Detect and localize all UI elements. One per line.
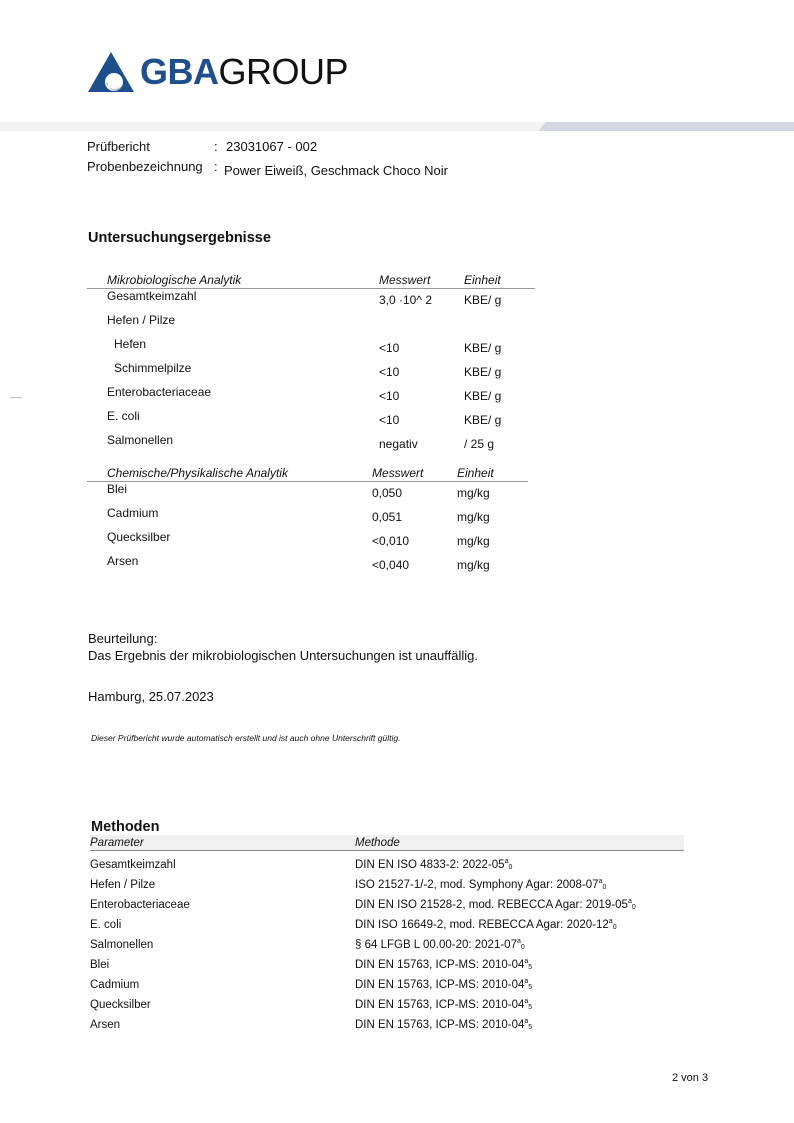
table-row (87, 482, 528, 507)
method-cell (355, 871, 684, 891)
unit-cell: mg/kg (457, 558, 490, 572)
unit-cell: KBE/ g (464, 341, 502, 355)
method-footnote-sup: a (627, 898, 632, 906)
parameter-cell: Gesamtkeimzahl (107, 289, 197, 303)
table-row (90, 951, 684, 971)
method-text: DIN EN 15763, ICP-MS: 2010-04 (355, 959, 525, 971)
value-cell: negativ (379, 437, 418, 451)
parameter-cell: Arsen (90, 1019, 121, 1031)
table-row (87, 289, 535, 314)
method-footnote-sub: 0 (631, 904, 636, 911)
unit-cell: / 25 g (464, 437, 495, 451)
micro-results-table (87, 272, 535, 457)
value-cell: 0,050 (372, 486, 403, 500)
report-number: 23031067 - 002 (226, 139, 318, 154)
assessment-label: Beurteilung: (88, 631, 158, 646)
value-cell (379, 313, 464, 337)
parameter-cell: Quecksilber (90, 999, 151, 1011)
table-row (90, 931, 684, 951)
method-cell (355, 911, 684, 931)
table-row (87, 385, 535, 409)
method-cell (355, 1011, 684, 1031)
method-footnote-sup: a (524, 958, 529, 966)
method-cell (355, 851, 684, 872)
parameter-cell: Salmonellen (90, 939, 154, 951)
method-cell (355, 991, 684, 1011)
logo-text-gba: GBA (140, 51, 219, 92)
table-row (87, 506, 528, 530)
report-separator: : (214, 139, 218, 154)
value-cell: <10 (379, 413, 400, 427)
header-band-right (538, 122, 794, 131)
parameter-cell: Quecksilber (107, 530, 171, 544)
page-number: 2 von 3 (672, 1072, 709, 1084)
method-text: DIN EN ISO 21528-2, mod. REBECCA Agar: 2019-05 (355, 899, 628, 911)
method-text: ISO 21527-1/-2, mod. Symphony Agar: 2008-07 (355, 879, 599, 891)
table-row (87, 361, 535, 385)
table-row (90, 1011, 684, 1031)
sample-name: Power Eiweiß, Geschmack Choco Noir (224, 163, 448, 178)
method-footnote-sup: a (516, 938, 521, 946)
method-footnote-sub: 5 (528, 964, 533, 971)
place-date: Hamburg, 25.07.2023 (88, 689, 214, 704)
value-cell: 3,0 ·10^ 2 (379, 293, 432, 307)
parameter-cell: Hefen / Pilze (107, 313, 176, 327)
table-row (87, 433, 535, 457)
assessment-text: Das Ergebnis der mikrobiologischen Untersuchungen ist unauffällig. (88, 648, 478, 663)
column-header: Messwert (372, 465, 457, 482)
parameter-cell: Blei (90, 959, 110, 971)
parameter-cell: Schimmelpilze (114, 361, 192, 375)
method-footnote-sub: 5 (528, 984, 533, 991)
logo-triangle-icon (88, 52, 134, 92)
value-cell: 0,051 (372, 510, 403, 524)
parameter-cell: Enterobacteriaceae (90, 899, 190, 911)
parameter-cell: Hefen (114, 337, 147, 351)
table-header-row (90, 835, 684, 851)
company-logo (88, 52, 348, 92)
method-cell (355, 971, 684, 991)
table-row (90, 911, 684, 931)
method-footnote-sup: a (504, 858, 509, 866)
method-footnote-sub: 5 (528, 1024, 533, 1031)
table-row (87, 313, 535, 337)
column-header: Methode (355, 835, 684, 851)
column-header: Einheit (464, 272, 535, 289)
methods-title: Methoden (91, 819, 160, 835)
unit-cell: KBE/ g (464, 389, 502, 403)
table-row (87, 554, 528, 578)
value-cell: <0,040 (372, 558, 410, 572)
unit-cell: mg/kg (457, 510, 490, 524)
table-row (87, 409, 535, 433)
method-footnote-sup: a (598, 878, 603, 886)
value-cell: <10 (379, 341, 400, 355)
parameter-cell: E. coli (90, 919, 122, 931)
method-footnote-sub: 0 (602, 884, 607, 891)
parameter-cell: Enterobacteriaceae (107, 385, 212, 399)
column-header: Parameter (90, 835, 355, 851)
logo-text-group: GROUP (218, 51, 349, 92)
method-text: § 64 LFGB L 00.00-20: 2021-07 (355, 939, 517, 951)
method-cell (355, 891, 684, 911)
auto-generated-note: Dieser Prüfbericht wurde automatisch erstellt und ist auch ohne Unterschrift gültig. (91, 733, 401, 743)
method-cell (355, 931, 684, 951)
method-footnote-sub: 5 (528, 1004, 533, 1011)
value-cell: <10 (379, 389, 400, 403)
method-cell (355, 951, 684, 971)
margin-mark (10, 397, 22, 398)
method-footnote-sup: a (524, 998, 529, 1006)
parameter-cell: Blei (107, 482, 128, 496)
unit-cell: mg/kg (457, 534, 490, 548)
sample-separator: : (214, 159, 218, 174)
results-title: Untersuchungsergebnisse (88, 230, 271, 246)
column-header: Einheit (457, 465, 528, 482)
table-row (90, 991, 684, 1011)
header-band-left (0, 122, 545, 131)
method-text: DIN EN 15763, ICP-MS: 2010-04 (355, 979, 525, 991)
method-footnote-sub: 0 (612, 924, 617, 931)
table-row (87, 530, 528, 554)
parameter-cell: Cadmium (90, 979, 140, 991)
parameter-cell: Hefen / Pilze (90, 879, 156, 891)
method-text: DIN EN ISO 4833-2: 2022-05 (355, 859, 505, 871)
table-row (90, 971, 684, 991)
parameter-cell: Cadmium (107, 506, 159, 520)
table-row (90, 891, 684, 911)
parameter-cell: Gesamtkeimzahl (90, 859, 176, 871)
unit-cell: KBE/ g (464, 365, 502, 379)
value-cell: <10 (379, 365, 400, 379)
table-row (90, 871, 684, 891)
column-header: Mikrobiologische Analytik (87, 272, 379, 289)
unit-cell (464, 313, 535, 337)
table-header-row (87, 272, 535, 289)
unit-cell: KBE/ g (464, 293, 502, 307)
value-cell: <0,010 (372, 534, 410, 548)
unit-cell: KBE/ g (464, 413, 502, 427)
unit-cell: mg/kg (457, 486, 490, 500)
parameter-cell: Salmonellen (107, 433, 174, 447)
method-text: DIN ISO 16649-2, mod. REBECCA Agar: 2020-12 (355, 919, 609, 931)
parameter-cell: Arsen (107, 554, 139, 568)
parameter-cell: E. coli (107, 409, 140, 423)
report-label: Prüfbericht (87, 139, 150, 154)
chem-results-table (87, 465, 528, 578)
table-row (90, 851, 684, 872)
method-text: DIN EN 15763, ICP-MS: 2010-04 (355, 1019, 525, 1031)
method-footnote-sup: a (524, 978, 529, 986)
table-header-row (87, 465, 528, 482)
column-header: Chemische/Physikalische Analytik (87, 465, 372, 482)
method-footnote-sub: 0 (520, 944, 525, 951)
methods-table (90, 835, 684, 1031)
table-row (87, 337, 535, 361)
method-text: DIN EN 15763, ICP-MS: 2010-04 (355, 999, 525, 1011)
sample-label: Probenbezeichnung (87, 159, 203, 174)
method-footnote-sup: a (608, 918, 613, 926)
column-header: Messwert (379, 272, 464, 289)
method-footnote-sub: 0 (508, 864, 513, 871)
method-footnote-sup: a (524, 1018, 529, 1026)
